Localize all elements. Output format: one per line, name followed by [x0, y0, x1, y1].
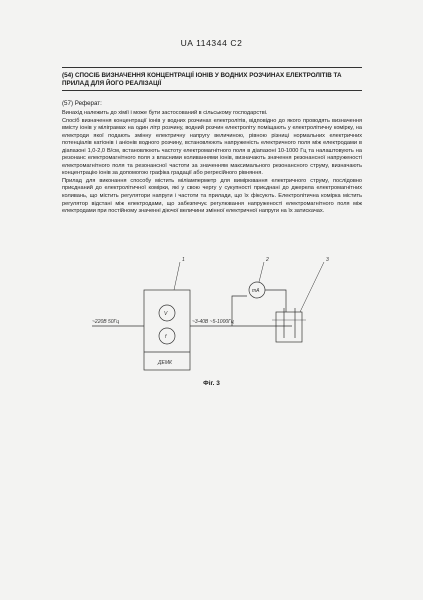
leader-line-3: [300, 262, 324, 312]
meter-to-cell-wire: [265, 290, 286, 312]
figure-3-schematic: [62, 252, 362, 392]
voltmeter-label: V: [164, 311, 168, 317]
input-label: ~220В 50Гц: [92, 319, 120, 325]
ref-label-3: 3: [326, 257, 329, 263]
milliammeter-label: mA: [252, 288, 260, 294]
title-top-rule: [62, 67, 362, 68]
paragraph-device: Прилад для виконання способу містить міліамперметр для вимірювання електричного струму, послідовно приєднаний до електролітичної комірки, які у свою чергу у сукупності приєднані до джерела електромагнітних коливань, що містить регулятори напруги і частоти та прилади, що їх фіксують. Електролітична комірка містить регулятор відстані між електродами, що забезпечує регулювання напруженості електромагнітного поля між електродами при постійному значенні діючої величини змінної електричної напруги на їх затискачах.: [62, 177, 362, 215]
output-label: ~3-40В ~5-1000Гц: [192, 319, 234, 325]
generator-label: ДЕМК: [158, 360, 172, 366]
electrolytic-cell: [276, 312, 302, 342]
title-bottom-rule: [62, 90, 362, 91]
patent-title: (54) СПОСІБ ВИЗНАЧЕННЯ КОНЦЕНТРАЦІЇ ІОНІВ У ВОДНИХ РОЗЧИНАХ ЕЛЕКТРОЛІТІВ ТА ПРИЛАД ДЛЯ ЙОГО РЕАЛІЗАЦІЇ: [62, 72, 342, 87]
leader-line-1: [174, 262, 180, 290]
paragraph-method: Спосіб визначення концентрації іонів у водних розчинах електролітів, відповідно до якого проводять визначення вмісту іонів у міліграмах на один літр розчину, водний розчин електроліту поміщають у електролітичну комірку, на електроди якої подають змінну електричну напругу величиною, рівною різниці нормальних електричних потенціалів катіонів і аніонів водного розчину, встановлюють напруженість електричного поля між електродами в діапазоні 1,0-2,0 В/см, встановлюють частоту електромагнітного поля в діапазоні 10-1000 Гц та налаштовують на резонанс електромагнітного поля з власними коливаннями іонів, визначають значення резонансної напруженості електромагнітного поля та резонансної частоти за значенням максимального резонансного струму, визначають концентрацію іонів за допомогою графіка градації або регресійного рівняння.: [62, 117, 362, 177]
upper-wire: [232, 296, 247, 326]
leader-line-2: [259, 262, 264, 282]
paragraph-field: Винахід належить до хімії і може бути застосований в сільському господарстві.: [62, 110, 268, 116]
frequency-meter-circle: [159, 328, 175, 344]
ref-label-1: 1: [182, 257, 185, 263]
generator-block: [144, 290, 190, 370]
frequency-meter-label: f: [165, 334, 167, 340]
figure-caption: Фіг. 3: [203, 380, 220, 387]
abstract-label: (57) Реферат:: [62, 100, 102, 107]
abstract-body: [62, 110, 362, 216]
ref-label-2: 2: [266, 257, 269, 263]
patent-number-header: UA 114344 C2: [180, 38, 243, 48]
